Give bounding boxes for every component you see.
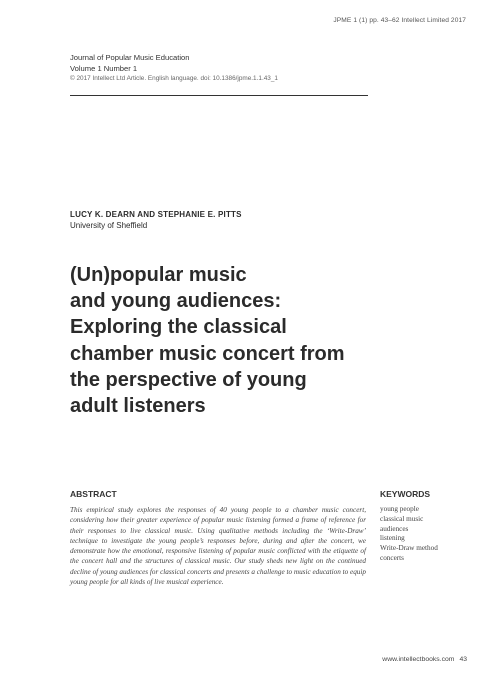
keyword-item: listening [380,534,405,543]
title-line: the perspective of young [70,368,307,391]
page-footer [382,656,467,663]
copyright-doi: © 2017 Intellect Ltd Article. English language. doi: 10.1386/jpme.1.1.43_1 [70,75,278,82]
title-line: Exploring the classical [70,316,287,339]
keyword-item: audiences [380,524,409,533]
title-line: adult listeners [70,395,206,418]
header-rule [70,95,368,96]
keywords-list [380,505,480,564]
journal-name: Journal of Popular Music Education [70,53,190,62]
keyword-item: young people [380,505,419,513]
article-title [70,262,390,419]
running-head: JPME 1 (1) pp. 43–62 Intellect Limited 2017 [333,17,466,24]
title-line: and young audiences: [70,290,282,313]
keyword-item: Write-Draw method [380,544,438,553]
author-block [70,209,242,231]
abstract-text: This empirical study explores the responses of 40 young people to a chamber music concert, considering how their greater experience of popular music listening formed a frame of reference for their responses to live classical music. Using qualitative methods including the ‘Write-Draw’ technique to investigate the young people’s responses before, during and after the concert, we demonstrate how the emotional, responsive listening of popular music conflicted with the etiquette of the concert hall and the structures of classical music. Our study sheds new light on the continued decline of young audiences for classical concerts and presents a challenge to music education to equip young people for all kinds of live musical experience. [70,506,366,587]
journal-issue: Volume 1 Number 1 [70,63,138,73]
page-number: 43 [459,656,467,663]
publisher-website[interactable]: www.intellectbooks.com [382,656,455,663]
abstract-heading: ABSTRACT [70,489,117,499]
keywords-heading: KEYWORDS [380,489,431,499]
author-names: LUCY K. DEARN AND STEPHANIE E. PITTS [70,210,242,219]
title-line: (Un)popular music [70,264,247,286]
keyword-item: concerts [380,553,404,562]
author-affiliation: University of Sheffield [70,221,148,230]
title-line: chamber music concert from [70,342,345,365]
journal-info [70,53,278,85]
keyword-item: classical music [380,514,424,523]
